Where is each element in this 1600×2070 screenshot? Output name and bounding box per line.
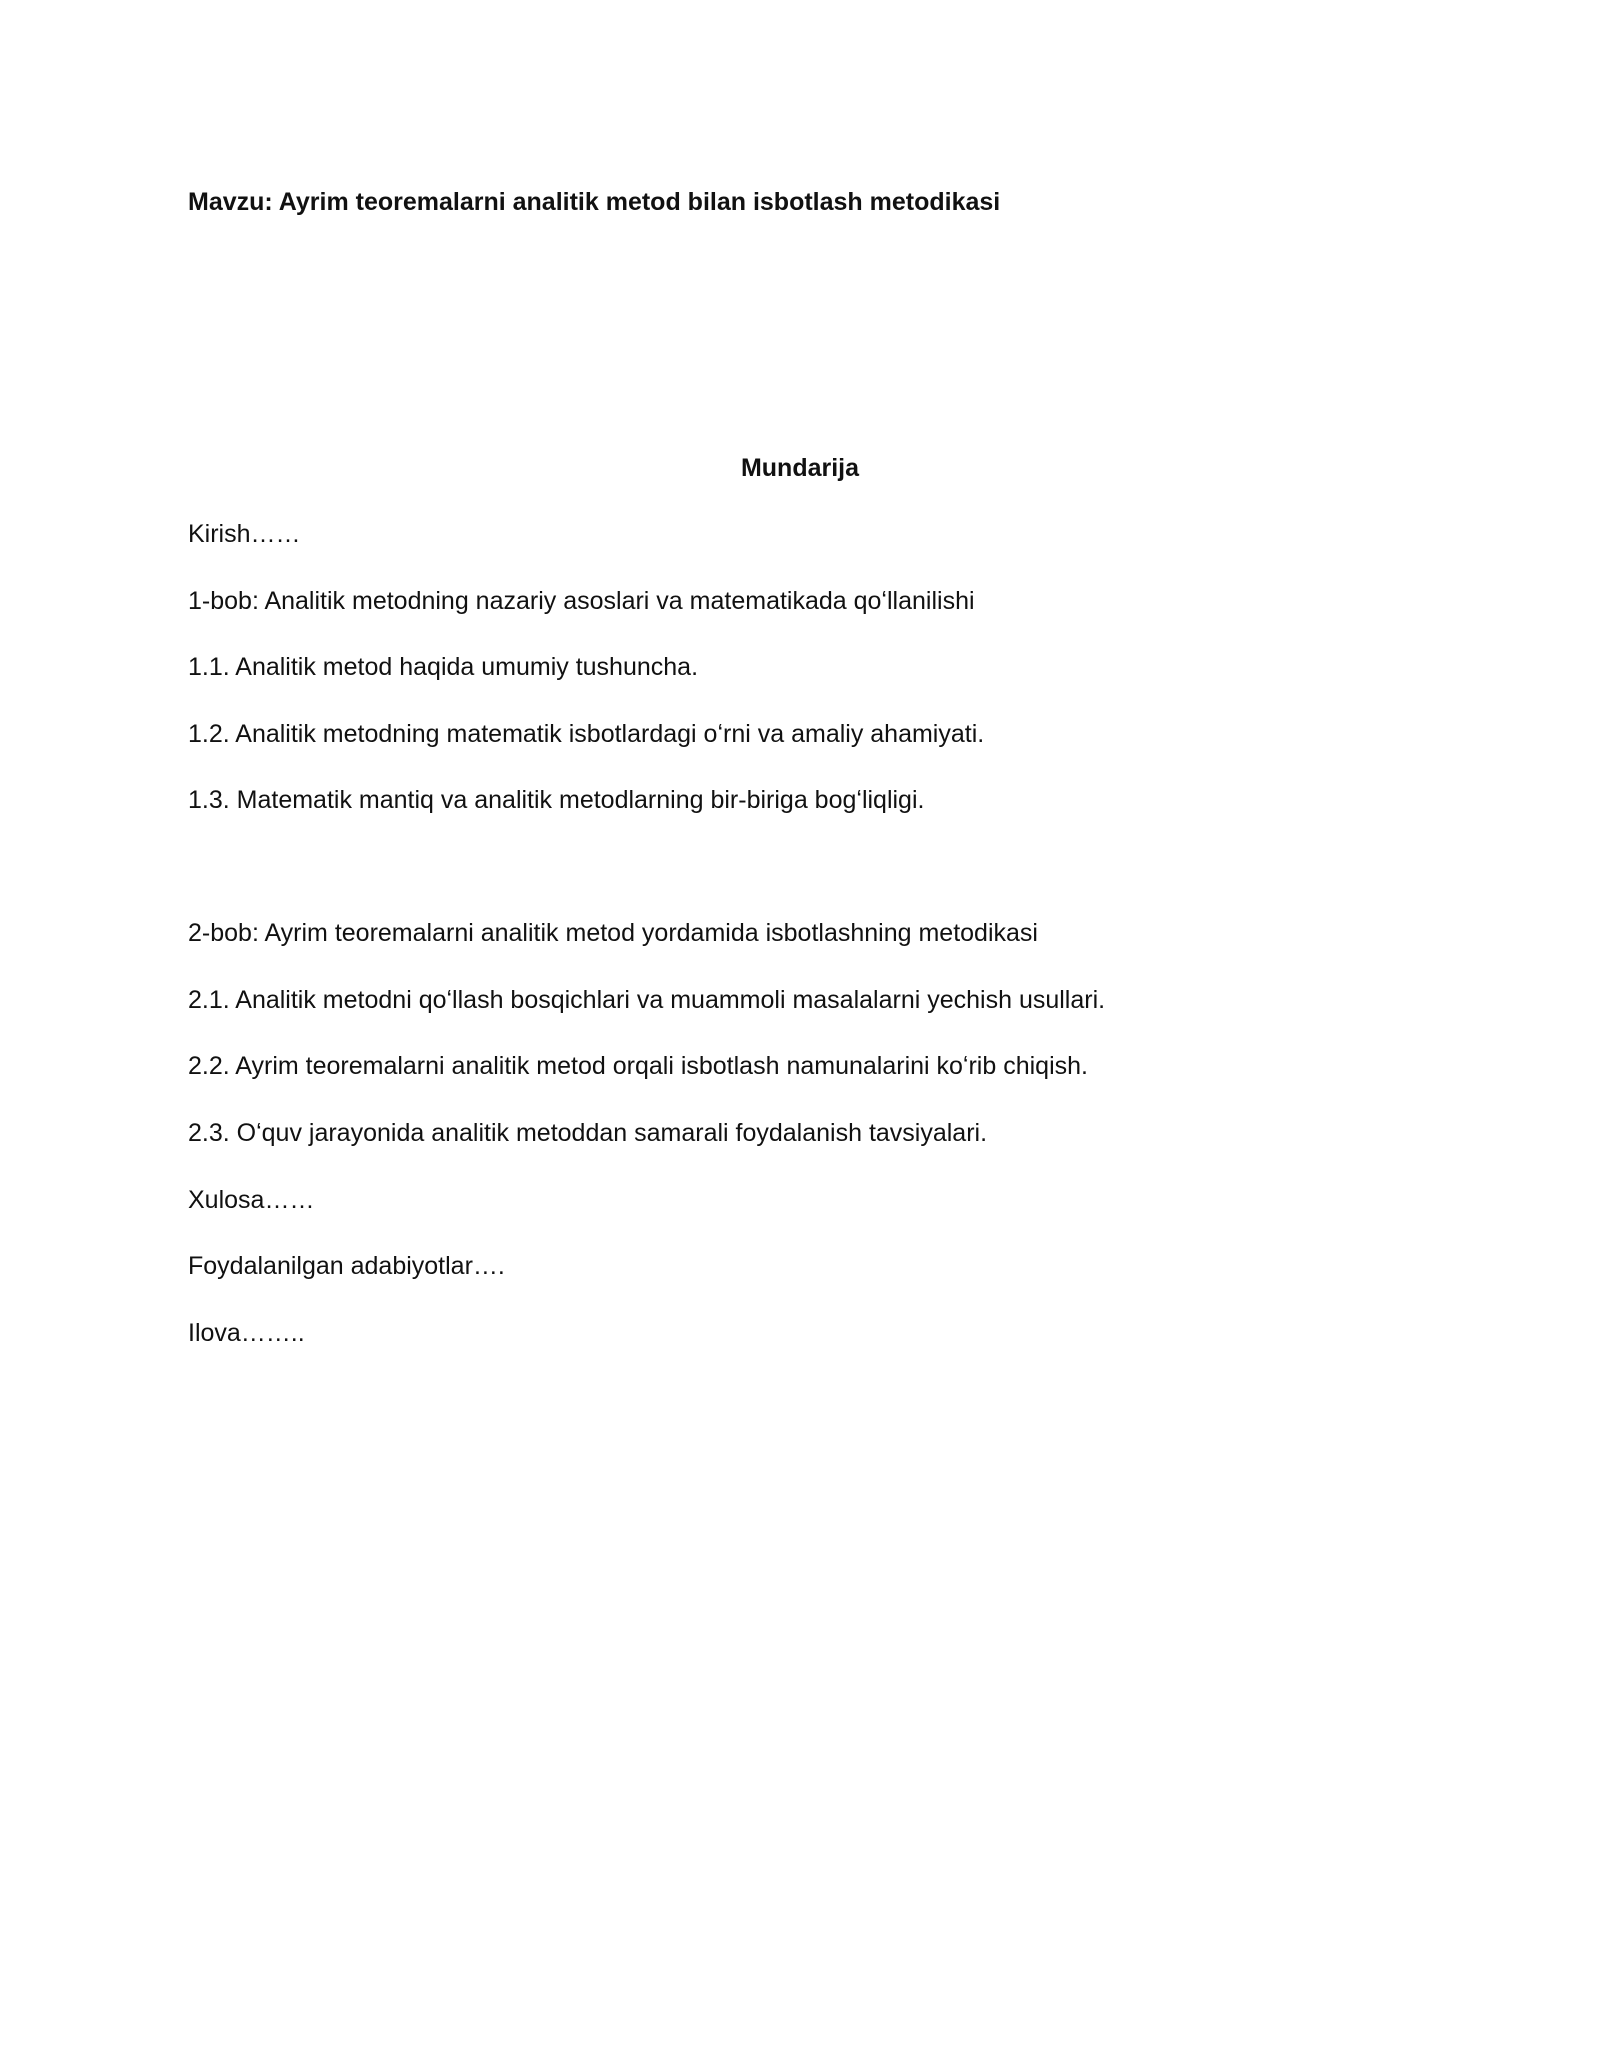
toc-entry-section-2-3: 2.3. Oʻquv jarayonida analitik metoddan samarali foydalanish tavsiyalari.	[188, 1119, 988, 1147]
topic-title: Mavzu: Ayrim teoremalarni analitik metod bilan isbotlash metodikasi	[188, 188, 1001, 216]
toc-entry-introduction: Kirish……	[188, 520, 301, 548]
toc-entry-appendix: Ilova……..	[188, 1319, 305, 1347]
toc-heading: Mundarija	[740, 454, 860, 482]
toc-entry-conclusion: Xulosa……	[188, 1186, 315, 1214]
toc-heading-row	[0, 454, 1600, 483]
toc-entry-chapter-1: 1-bob: Analitik metodning nazariy asoslari va matematikada qoʻllanilishi	[188, 587, 975, 615]
toc-entry-section-1-1: 1.1. Analitik metod haqida umumiy tushuncha.	[188, 653, 699, 681]
toc-entry-section-2-2: 2.2. Ayrim teoremalarni analitik metod orqali isbotlash namunalarini koʻrib chiqish.	[188, 1052, 1088, 1080]
toc-entry-section-1-2: 1.2. Analitik metodning matematik isbotlardagi oʻrni va amaliy ahamiyati.	[188, 720, 985, 748]
toc-entry-section-1-3: 1.3. Matematik mantiq va analitik metodlarning bir-biriga bogʻliqligi.	[188, 786, 925, 814]
toc-entry-references: Foydalanilgan adabiyotlar….	[188, 1252, 505, 1280]
toc-entry-chapter-2: 2-bob: Ayrim teoremalarni analitik metod yordamida isbotlashning metodikasi	[188, 919, 1038, 947]
toc-entry-section-2-1: 2.1. Analitik metodni qoʻllash bosqichlari va muammoli masalalarni yechish usullari.	[188, 986, 1106, 1014]
